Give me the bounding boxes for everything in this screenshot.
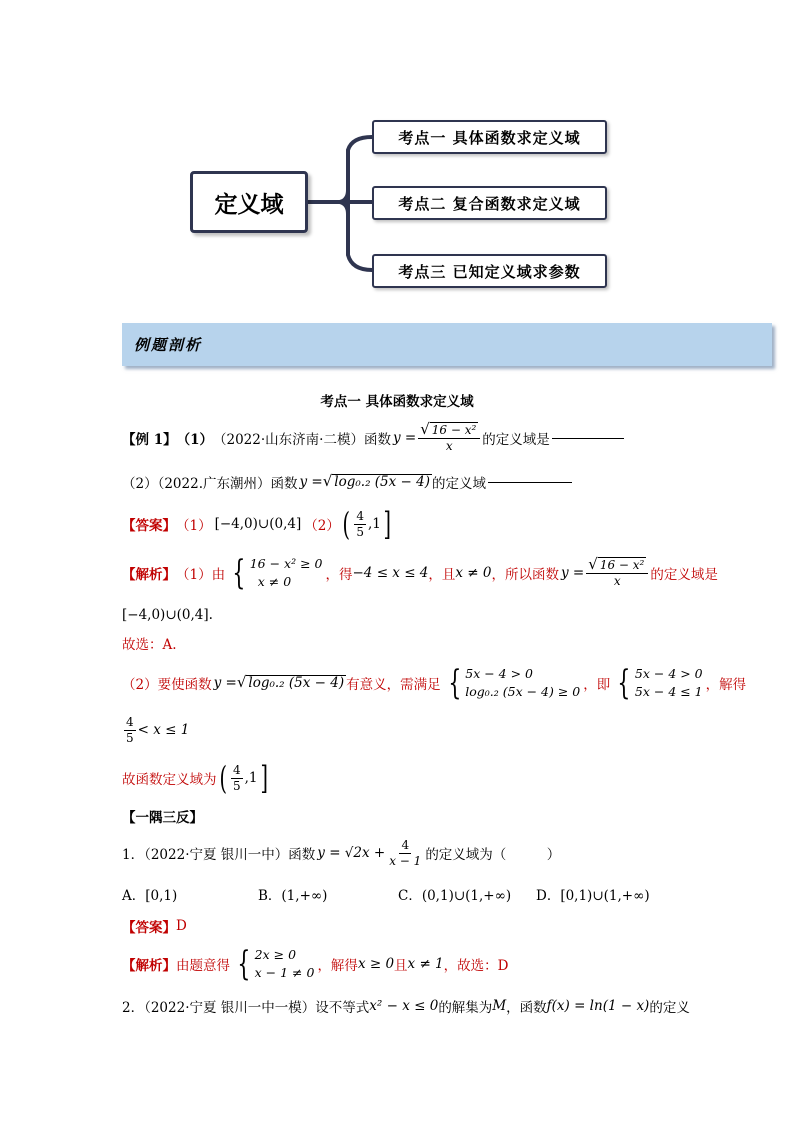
system-row: log₀.₂ (5x − 4) ≥ 0	[465, 684, 581, 699]
text: 故函数定义域为	[122, 772, 217, 788]
question-text: 的定义	[649, 1000, 690, 1016]
branch-label: 考点三 已知定义域求参数	[398, 262, 581, 281]
math-expr: x ≠ 0	[455, 565, 492, 581]
analysis2-line2	[122, 712, 189, 748]
answer1	[122, 506, 393, 542]
text: ，所以函数	[491, 567, 560, 583]
math-expr: f(x) = ln(1 − x)	[546, 998, 650, 1014]
system-row: 16 − x² ≥ 0	[249, 556, 323, 571]
math-expr: M	[492, 998, 507, 1014]
answer-value: D	[176, 918, 187, 934]
radicand: log₀.₂ (5x − 4)	[334, 474, 431, 490]
option-d: D．[0,1)∪(1,+∞)	[536, 888, 650, 904]
system-row: 5x − 4 ≤ 1	[634, 684, 703, 699]
denominator: 5	[126, 730, 134, 745]
numerator: 4	[356, 508, 364, 523]
suffix-text: 的定义域	[432, 476, 487, 492]
section-title: 考点一 具体函数求定义域	[320, 394, 474, 410]
option-c: C．(0,1)∪(1,+∞)	[398, 888, 512, 904]
text: 有意义，需满足	[346, 677, 441, 693]
math-expr: [−4,0)∪(0,4]	[122, 607, 209, 623]
mindmap-root	[190, 171, 308, 233]
answer-label: 【答案】	[122, 920, 176, 936]
mindmap-branch-1	[372, 120, 607, 154]
math-expr: −4 ≤ x ≤ 4	[352, 565, 429, 581]
part-tag: （1）	[176, 518, 212, 534]
option-a: A．[0,1)	[122, 888, 178, 904]
denominator: 5	[356, 524, 364, 539]
interval-tail: ,1	[367, 516, 381, 532]
practice-label: 【一隅三反】	[122, 810, 203, 826]
text: ，得	[325, 567, 353, 583]
question-text: 1．（2022·宁夏 银川一中）函数	[122, 847, 316, 863]
denominator: 5	[232, 778, 241, 793]
numerator: 4	[401, 837, 410, 852]
math-expr: < x ≤ 1	[137, 722, 190, 738]
analysis1-choice: 故选：A.	[122, 637, 177, 653]
sqrt: √ log₀.₂ (5x − 4)	[322, 472, 431, 490]
option-b: B．(1,+∞)	[258, 888, 328, 904]
practice-q1	[122, 835, 560, 871]
system-row: x ≠ 0	[257, 574, 292, 589]
practice-q2	[122, 994, 690, 1018]
fraction: √ 16 − x² x	[418, 422, 480, 454]
question-text: 的定义域为（ ）	[425, 847, 561, 863]
answer-blank	[488, 481, 572, 483]
banner-label: 例题剖析	[134, 336, 203, 354]
part-tag: （2）	[304, 518, 340, 534]
mindmap-branch-2	[372, 186, 607, 220]
system-row: 5x − 4 > 0	[465, 666, 533, 681]
example-label: 【例 1】	[122, 432, 177, 448]
question-text: ，函数	[506, 1000, 547, 1016]
example1-part2	[122, 470, 572, 494]
text: ，且	[428, 567, 456, 583]
radicand: 16 − x²	[599, 558, 645, 572]
text: 由题意得	[176, 958, 230, 974]
math-expr: x ≠ 1	[407, 956, 444, 972]
inequality-system: { 2x ≥ 0 x − 1 ≠ 0	[237, 944, 315, 984]
analysis-label: 【解析】	[122, 567, 176, 583]
mindmap-root-label: 定义域	[214, 191, 284, 218]
text: ，解得	[705, 677, 747, 693]
question-text: 2．（2022·宁夏 银川一中一模）设不等式	[122, 1000, 370, 1016]
text: （2）要使函数	[122, 677, 212, 693]
denominator: x	[445, 439, 453, 453]
func-lhs: y =	[213, 675, 237, 691]
radicand: log₀.₂ (5x − 4)	[248, 675, 345, 691]
source-text: （2）（2022.广东潮州）函数	[122, 476, 298, 492]
system-row: 2x ≥ 0	[254, 947, 297, 962]
analysis-label: 【解析】	[122, 958, 176, 974]
func-lhs: y =	[561, 565, 585, 581]
math-expr: y = √2x +	[317, 845, 386, 861]
inequality-system: { 5x − 4 > 0 5x − 4 ≤ 1	[617, 663, 703, 703]
numerator: 4	[126, 714, 134, 729]
mindmap-branch-3	[372, 254, 607, 288]
section-banner	[122, 323, 772, 366]
example1-part1	[122, 420, 624, 456]
analysis2-line1	[122, 663, 746, 703]
source-text: （2022·山东济南·二模）函数	[213, 432, 391, 448]
system-row: 5x − 4 > 0	[634, 666, 703, 681]
analysis1-line1	[122, 553, 718, 593]
fraction: √ 16 − x² x	[586, 557, 648, 589]
func-lhs: y =	[299, 474, 323, 490]
fraction	[124, 715, 136, 746]
text: 的定义域是	[650, 567, 718, 583]
numerator: 4	[232, 762, 241, 777]
answer-interval: ( $\frac{4}{5}$ ,1 ]	[218, 759, 268, 797]
answer-label: 【答案】	[122, 518, 176, 534]
practice-answer	[122, 915, 187, 937]
question-text: 的解集为	[438, 1000, 493, 1016]
math-expr: x ≥ 0	[357, 956, 395, 972]
text: 且	[394, 958, 408, 974]
analysis1-line2	[122, 604, 213, 626]
answer-blank	[552, 437, 624, 439]
interval-tail: ,1	[244, 770, 258, 786]
answer-interval: ( $\frac{4}{5}$ ,1 ]	[342, 505, 391, 543]
suffix-text: 的定义域是	[482, 432, 550, 448]
radicand: 16 − x²	[431, 423, 477, 437]
text: ，解得	[317, 958, 358, 974]
practice-analysis	[122, 944, 508, 984]
func-lhs: y =	[392, 430, 417, 446]
text: .	[208, 607, 213, 623]
system-row: x − 1 ≠ 0	[254, 965, 315, 980]
analysis2-conclusion	[122, 760, 270, 796]
branch-label: 考点一 具体函数求定义域	[398, 128, 581, 147]
math-expr: x² − x ≤ 0	[369, 998, 439, 1014]
part-tag: （1）	[176, 432, 213, 448]
answer-value: [−4,0)∪(0,4]	[214, 516, 302, 532]
branch-label: 考点二 复合函数求定义域	[398, 194, 581, 213]
sqrt: √ log₀.₂ (5x − 4)	[236, 673, 345, 691]
denominator: x − 1	[389, 853, 422, 868]
text: ，即	[583, 677, 611, 693]
inequality-system: { 5x − 4 > 0 log₀.₂ (5x − 4) ≥ 0	[447, 663, 581, 703]
text: ，故选：D	[443, 958, 509, 974]
inequality-system: { 16 − x² ≥ 0 x ≠ 0	[232, 553, 323, 593]
text: （1）由	[176, 567, 226, 583]
fraction	[387, 838, 423, 869]
denominator: x	[613, 574, 621, 588]
